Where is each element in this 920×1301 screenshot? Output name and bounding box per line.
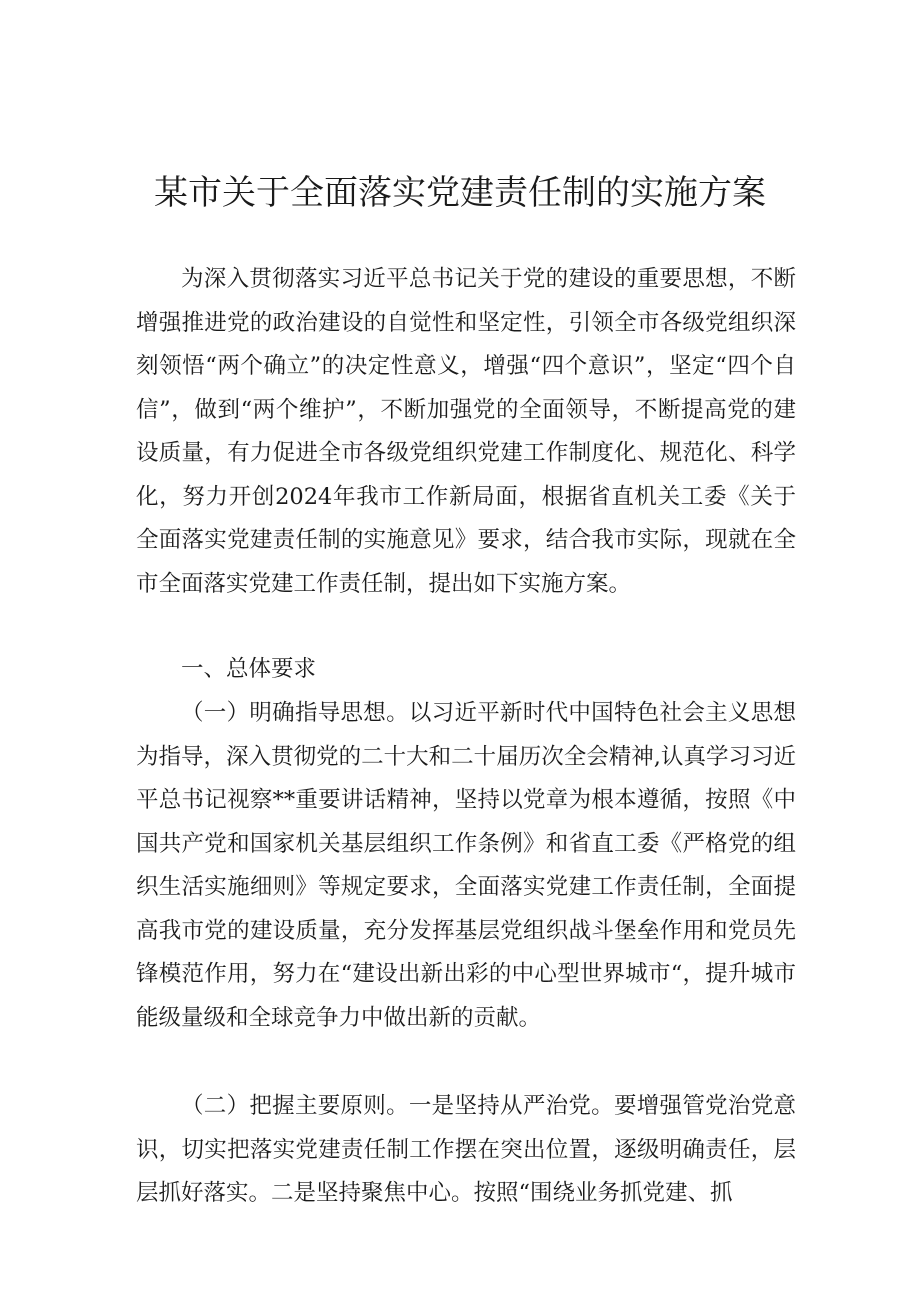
document-title: 某市关于全面落实党建责任制的实施方案 xyxy=(154,173,766,213)
paragraph-guiding-thought: （一）明确指导思想。以习近平新时代中国特色社会主义思想为指导，深入贯彻党的二十大和二十届历次全会精神,认真学习习近平总书记视察**重要讲话精神，坚持以党章为根本遵循，按照《中国共产党和国家机关基层组织工作条例》和省直工委《严格党的组织生活实施细则》等规定要求，全面落实党建工作责任制，全面提高我市党的建设质量，充分发挥基层党组织战斗堡垒作用和党员先锋模范作用，努力在“建设出新出彩的中心型世界城市“，提升城市能级量级和全球竞争力中做出新的贡献。 xyxy=(136,700,796,1031)
section-heading-general-requirements: 一、总体要求 xyxy=(181,656,317,682)
intro-paragraph: 为深入贯彻落实习近平总书记关于党的建设的重要思想，不断增强推进党的政治建设的自觉性和坚定性，引领全市各级党组织深刻领悟“两个确立”的决定性意义，增强“四个意识”，坚定“四个自信”，做到“两个维护”，不断加强党的全面领导，不断提高党的建设质量，有力促进全市各级党组织党建工作制度化、规范化、科学化，努力开创2024年我市工作新局面，根据省直机关工委《关于全面落实党建责任制的实施意见》要求，结合我市实际，现就在全市全面落实党建工作责任制，提出如下实施方案。 xyxy=(136,266,796,597)
paragraph-main-principles: （二）把握主要原则。一是坚持从严治党。要增强管党治党意识，切实把落实党建责任制工作摆在突出位置，逐级明确责任，层层抓好落实。二是坚持聚焦中心。按照“围绕业务抓党建、抓 xyxy=(136,1093,796,1206)
